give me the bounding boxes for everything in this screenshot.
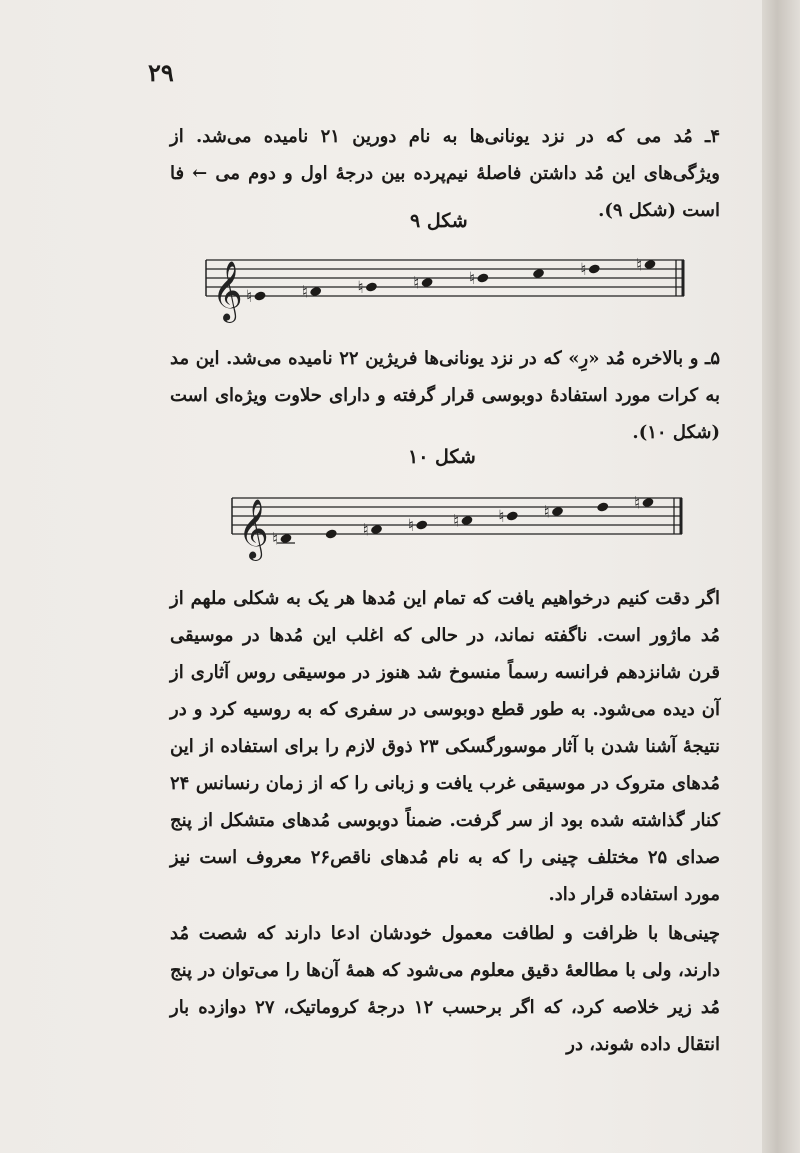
natural-sign-icon: ♮	[453, 511, 460, 532]
figure-9-caption: شکل ۹	[410, 210, 468, 232]
natural-sign-icon: ♮	[543, 502, 550, 523]
note-head	[415, 519, 428, 530]
natural-sign-icon: ♮	[246, 287, 253, 307]
treble-clef-icon: 𝄞	[212, 261, 243, 321]
natural-sign-icon: ♮	[636, 255, 643, 276]
natural-sign-icon: ♮	[272, 529, 279, 550]
natural-sign-icon: ♮	[413, 273, 420, 294]
note-head	[476, 272, 489, 283]
figure-9-staff	[200, 246, 690, 326]
natural-sign-icon: ♮	[580, 260, 587, 280]
paragraph-modes-discussion: اگر دقت کنیم درخواهیم یافت که تمام این مُدها هر یک به شکلی ملهم از مُد ماژور است. ناگفته نماند، در حالی که اغلب این مُدها در موسیقی قرن شانزدهم فرانسه رسماً منسوخ شد هنوز در موسیقی روس آثاری از آن دیده می‌شود. به طور قطع دوبوسی در سفری که به روسیه کرد و در نتیجهٔ آشنا شدن با آثار موسورگسکی ۲۳ ذوق لازم را برای استفاده از این مُدهای متروک در موسیقی غرب یافت و زبانی را که از زمان رنسانس ۲۴ کنار گذاشته شده بود از سر گرفت. ضمناً دوبوسی مُدهای متشکل از پنج صدای ۲۵ مختلف چینی را که به نام مُدهای ناقص۲۶ معروف است نیز مورد استفاده قرار داد.	[170, 588, 721, 905]
note-head	[588, 263, 601, 274]
page-gutter-shadow	[762, 0, 800, 1153]
figure-10-caption: شکل ۱۰	[408, 446, 476, 468]
paragraph-dorian-mode: ۴ـ مُد می که در نزد یونانی‌ها به نام دورین ۲۱ نامیده می‌شد. از ویژگی‌های این مُد داشتن فاصلهٔ نیم‌پرده بین درجهٔ اول و دوم می ← فا است (شکل ۹).	[170, 126, 720, 221]
note-head	[253, 290, 266, 301]
natural-sign-icon: ♮	[634, 493, 641, 514]
paragraph-phrygian-mode: ۵ـ و بالاخره مُد «رِ» که در نزد یونانی‌ها فریژین ۲۲ نامیده می‌شد. این مد به کرات مورد استفادهٔ دوبوسی قرار گرفته و دارای حلاوت ویژه‌ای است (شکل ۱۰).	[170, 348, 721, 443]
treble-clef-icon: 𝄞	[238, 499, 269, 559]
natural-sign-icon: ♮	[407, 516, 414, 536]
note-head	[596, 501, 609, 512]
natural-sign-icon: ♮	[468, 269, 475, 289]
page-number: ۲۹	[148, 58, 174, 87]
note-head	[325, 528, 338, 539]
note-head	[506, 510, 519, 521]
natural-sign-icon: ♮	[362, 520, 369, 541]
natural-sign-icon: ♮	[357, 278, 364, 298]
paragraph-chinese-modes: چینی‌ها با ظرافت و لطافت معمول خودشان ادعا دارند که شصت مُد دارند، ولی با مطالعهٔ دقیق معلوم می‌شود که همهٔ آن‌ها را می‌توان در پنج مُد زیر خلاصه کرد، که اگر برحسب ۱۲ درجهٔ کروماتیک، ۲۷ دوازده بار انتقال داده شوند، در	[170, 923, 720, 1055]
natural-sign-icon: ♮	[498, 507, 505, 527]
figure-10-staff	[226, 484, 688, 564]
natural-sign-icon: ♮	[301, 282, 308, 303]
note-head	[365, 281, 378, 292]
